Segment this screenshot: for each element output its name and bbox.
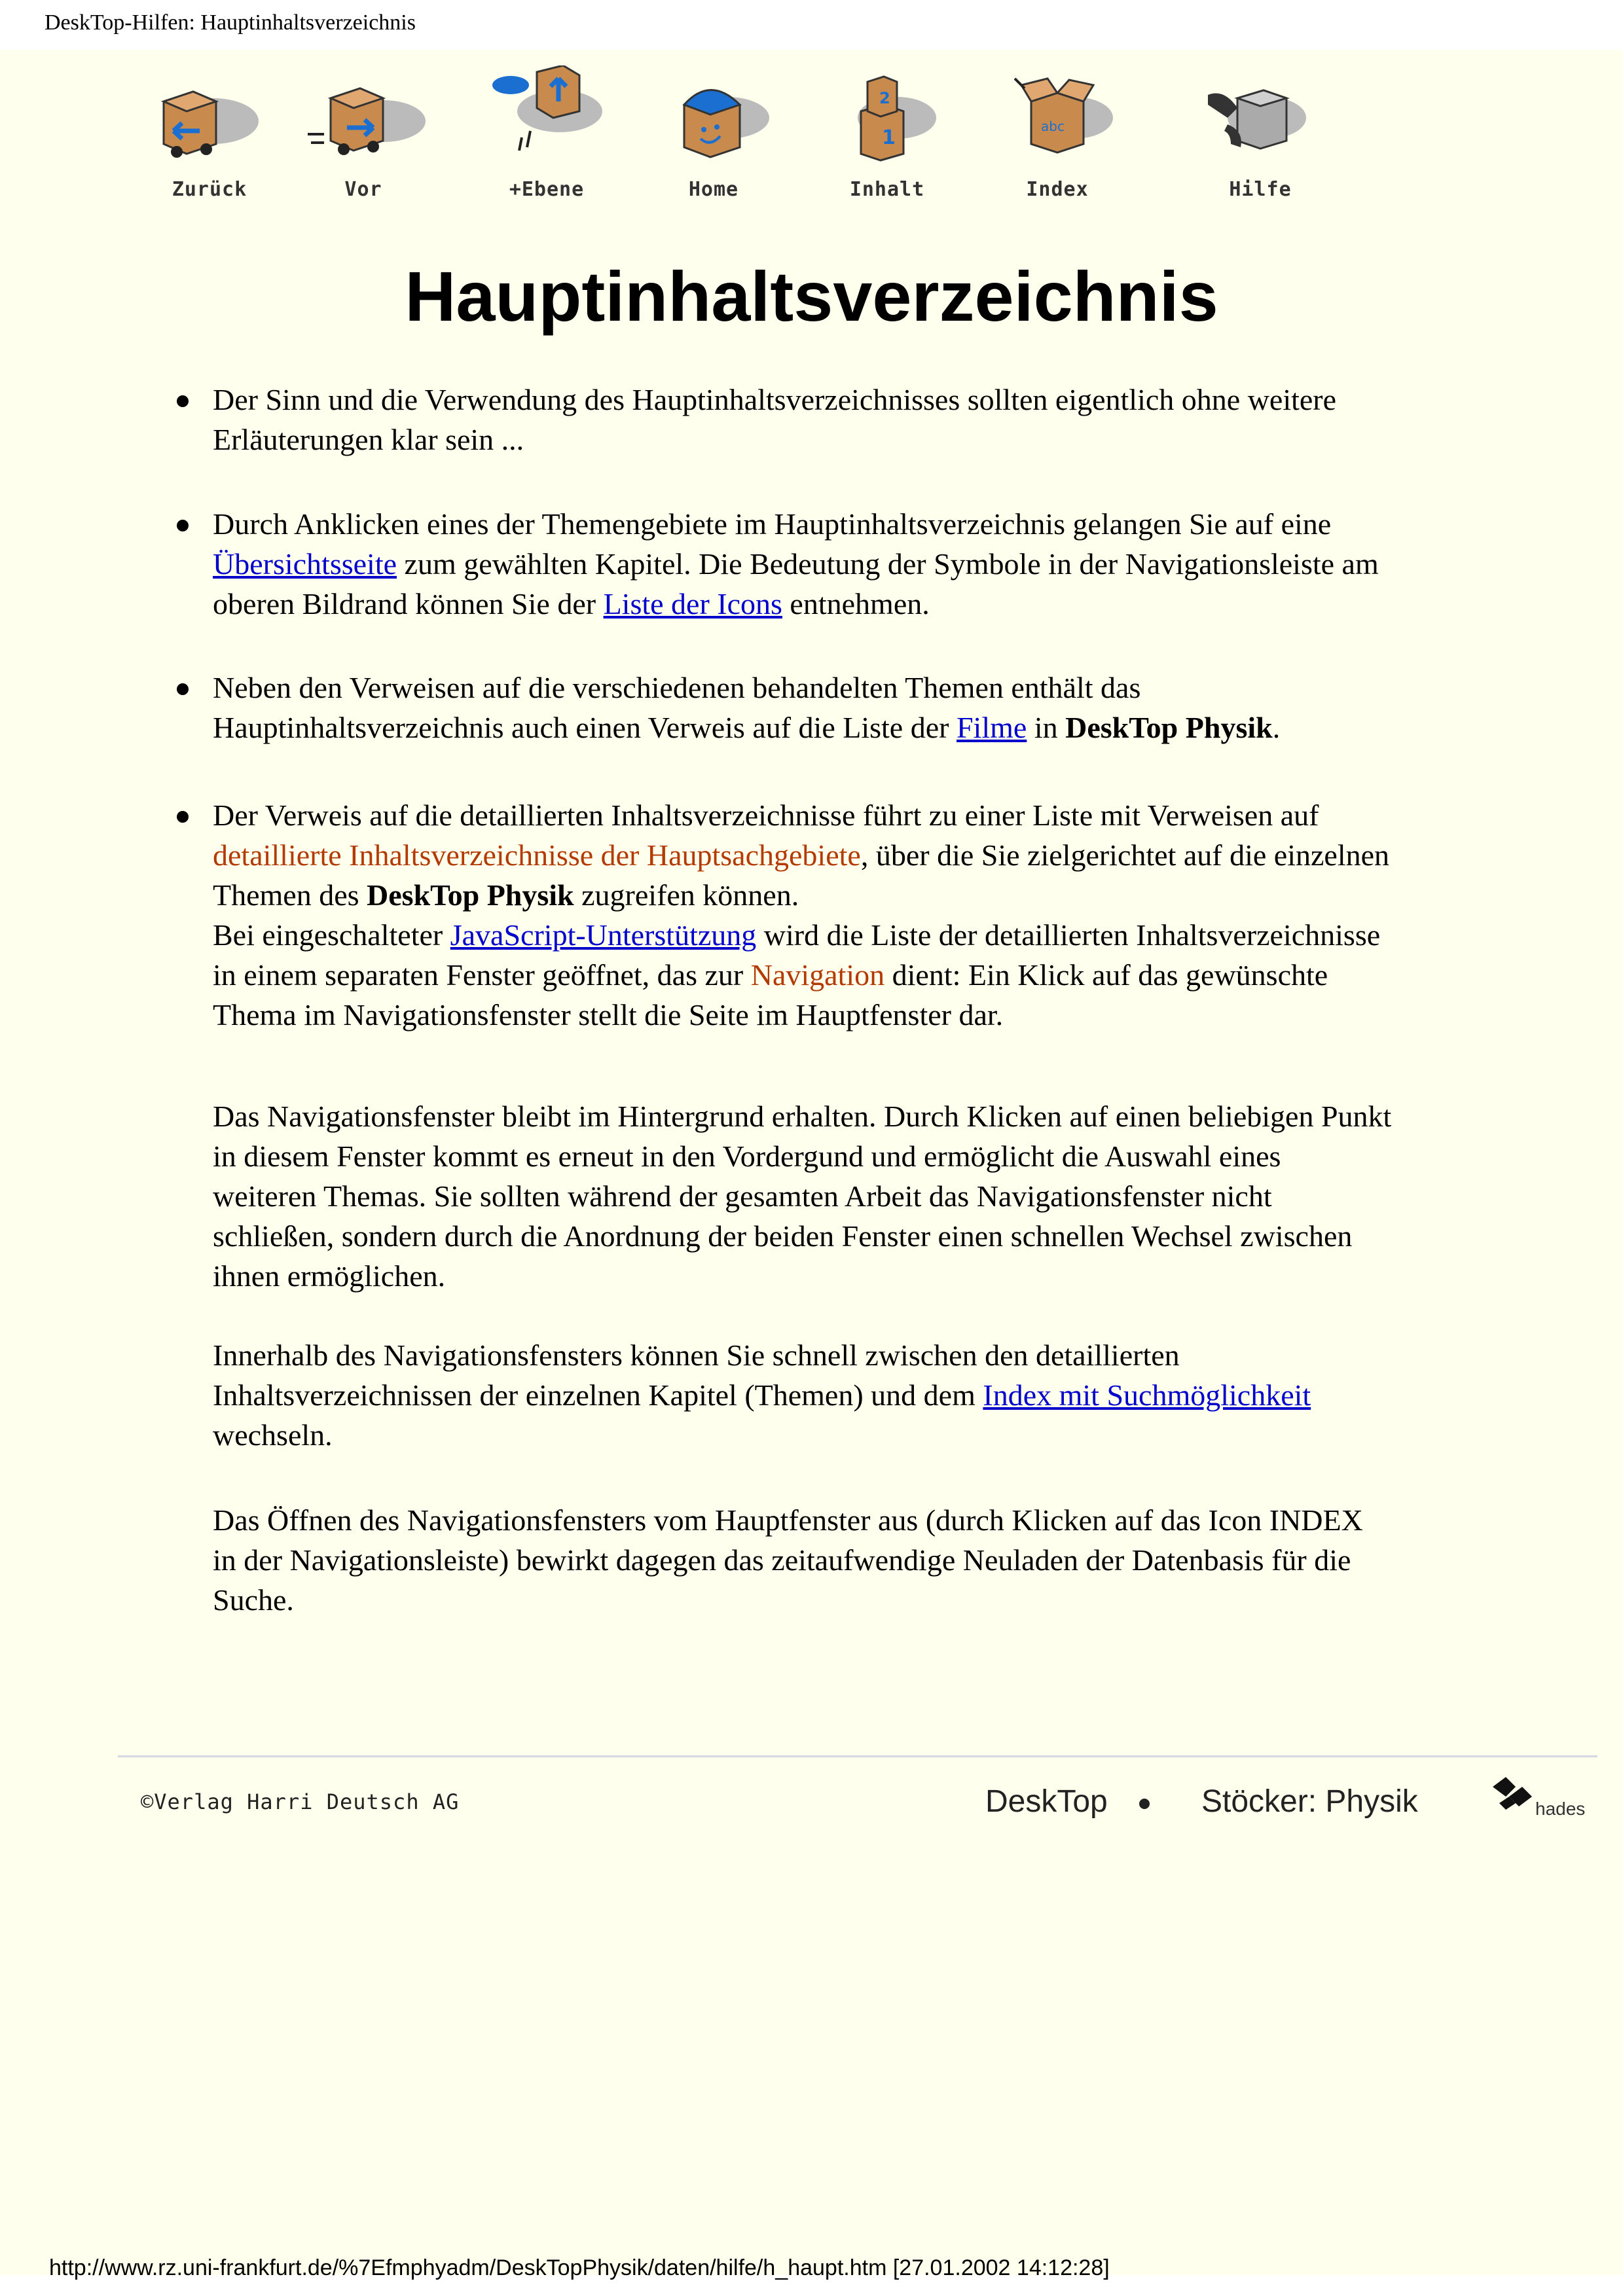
overview-page-link[interactable]: Übersichtsseite xyxy=(213,547,397,581)
text-line: Neben den Verweisen auf die verschiedenen behandelten Themen enthält das xyxy=(213,671,1141,704)
text-line: in der Navigationsleiste) bewirkt dagegen das zeitaufwendige Neuladen der Datenbasis für die xyxy=(213,1543,1351,1577)
text-line xyxy=(213,584,1516,624)
list-item xyxy=(213,668,1516,747)
text-line xyxy=(213,544,1516,584)
publisher-copyright: ©Verlag Harri Deutsch AG xyxy=(141,1789,460,1814)
list-item xyxy=(213,380,1516,459)
back-icon xyxy=(144,65,275,177)
nav-contents-button[interactable] xyxy=(822,65,953,216)
text-line: Erläuterungen klar sein ... xyxy=(213,423,524,456)
text-line: wechseln. xyxy=(213,1418,333,1452)
text-line: Durch Anklicken eines der Themengebiete im Hauptinhaltsverzeichnis gelangen Sie auf eine xyxy=(213,507,1332,541)
separator-dot xyxy=(1139,1799,1150,1809)
text-span: , über die Sie zielgerichtet auf die einzelnen xyxy=(860,838,1390,872)
text-span: . xyxy=(1272,711,1281,744)
text-line: Thema im Navigationsfenster stellt die Seite im Hauptfenster dar. xyxy=(213,998,1004,1031)
text-line xyxy=(213,875,1516,915)
text-span: in xyxy=(1027,711,1066,744)
nav-label-contents: Inhalt xyxy=(849,178,925,201)
text-line xyxy=(213,835,1516,875)
nav-back-button[interactable] xyxy=(144,65,275,216)
text-span: in einem separaten Fenster geöffnet, das zur xyxy=(213,958,751,992)
text-span: oberen Bildrand können Sie der xyxy=(213,587,604,620)
text-line: in diesem Fenster kommt es erneut in den Vordergund und ermöglicht die Auswahl eines xyxy=(213,1139,1281,1173)
bold-text: DeskTop Physik xyxy=(367,878,574,912)
javascript-support-link[interactable]: JavaScript-Unterstützung xyxy=(450,918,757,952)
text-line: Das Öffnen des Navigationsfensters vom Hauptfenster aus (durch Klicken auf das Icon INDEX xyxy=(213,1503,1363,1537)
hades-text: hades xyxy=(1535,1799,1586,1819)
bold-text: DeskTop Physik xyxy=(1065,711,1273,744)
text-line xyxy=(213,955,1516,995)
footer-divider xyxy=(118,1755,1597,1757)
text-line: schließen, sondern durch die Anordnung der beiden Fenster einen schnellen Wechsel zwischen xyxy=(213,1219,1353,1253)
contents-icon xyxy=(822,65,953,177)
page-title: Hauptinhaltsverzeichnis xyxy=(405,257,1218,336)
text-span: zugreifen können. xyxy=(574,878,799,912)
text-span: Bei eingeschalteter xyxy=(213,918,450,952)
nav-label-index: Index xyxy=(1026,178,1089,201)
index-icon xyxy=(992,65,1123,177)
paragraph xyxy=(213,1335,1516,1455)
text-span: dient: Ein Klick auf das gewünschte xyxy=(884,958,1328,992)
bullet-icon xyxy=(177,395,189,407)
nav-label-back: Zurück xyxy=(172,178,247,201)
nav-label-forward: Vor xyxy=(344,178,382,201)
forward-icon xyxy=(298,65,429,177)
text-line: Der Verweis auf die detaillierten Inhaltsverzeichnisse führt zu einer Liste mit Verweisen auf xyxy=(213,798,1319,832)
paragraph xyxy=(213,1096,1516,1296)
icon-list-link[interactable]: Liste der Icons xyxy=(603,587,782,620)
text-line: Das Navigationsfenster bleibt im Hintergrund erhalten. Durch Klicken auf einen beliebigen Punkt xyxy=(213,1100,1392,1133)
hades-logo-icon xyxy=(1486,1767,1539,1820)
text-line: weiteren Themas. Sie sollten während der gesamten Arbeit das Navigationsfenster nicht xyxy=(213,1179,1272,1213)
text-span: zum gewählten Kapitel. Die Bedeutung der Symbole in der Navigationsleiste am xyxy=(397,547,1379,581)
page-url: http://www.rz.uni-frankfurt.de/%7Efmphyadm/DeskTopPhysik/daten/hilfe/h_haupt.htm [27.01.2002 14:12:28] xyxy=(49,2255,1110,2280)
nav-index-button[interactable] xyxy=(992,65,1123,216)
detailed-contents-highlight: detaillierte Inhaltsverzeichnisse der Hauptsachgebiete xyxy=(213,838,861,872)
level-up-icon xyxy=(481,65,612,177)
text-line: Innerhalb des Navigationsfensters können Sie schnell zwischen den detaillierten xyxy=(213,1338,1180,1372)
nav-forward-button[interactable] xyxy=(298,65,429,216)
paragraph xyxy=(213,1500,1516,1620)
text-line xyxy=(213,915,1516,955)
document-header: DeskTop-Hilfen: Hauptinhaltsverzeichnis xyxy=(45,10,416,35)
list-item xyxy=(213,795,1516,1035)
svg-text:2: 2 xyxy=(879,89,890,107)
text-span: Themen des xyxy=(213,878,367,912)
nav-label-help: Hilfe xyxy=(1229,178,1292,201)
films-link[interactable]: Filme xyxy=(956,711,1027,744)
bullet-icon xyxy=(177,811,189,823)
text-line xyxy=(213,708,1516,747)
text-span: entnehmen. xyxy=(782,587,930,620)
navigation-highlight: Navigation xyxy=(750,958,885,992)
text-span: wird die Liste der detaillierten Inhaltsverzeichnisse xyxy=(756,918,1381,952)
list-item xyxy=(213,504,1516,624)
text-span: Inhaltsverzeichnissen der einzelnen Kapitel (Themen) und dem xyxy=(213,1378,983,1412)
svg-text:abc: abc xyxy=(1041,118,1065,134)
home-icon xyxy=(648,65,779,177)
nav-help-button[interactable] xyxy=(1195,65,1326,216)
index-search-link[interactable]: Index mit Suchmöglichkeit xyxy=(983,1378,1311,1412)
nav-home-button[interactable] xyxy=(648,65,779,216)
bullet-icon xyxy=(177,520,189,531)
help-icon xyxy=(1195,65,1326,177)
text-line xyxy=(213,1375,1516,1415)
stoecker-physik-text: Stöcker: Physik xyxy=(1201,1784,1418,1819)
text-line: Suche. xyxy=(213,1583,294,1617)
text-line: ihnen ermöglichen. xyxy=(213,1259,446,1293)
nav-label-home: Home xyxy=(688,178,739,201)
navigation-bar xyxy=(0,65,1623,216)
nav-label-level-up: +Ebene xyxy=(509,178,585,201)
nav-level-up-button[interactable] xyxy=(481,65,612,216)
text-span: Hauptinhaltsverzeichnis auch einen Verweis auf die Liste der xyxy=(213,711,957,744)
text-line: Der Sinn und die Verwendung des Hauptinhaltsverzeichnisses sollten eigentlich ohne weitere xyxy=(213,383,1337,416)
bullet-icon xyxy=(177,683,189,695)
svg-text:1: 1 xyxy=(882,126,896,149)
desktop-logo-text: DeskTop xyxy=(985,1784,1108,1819)
